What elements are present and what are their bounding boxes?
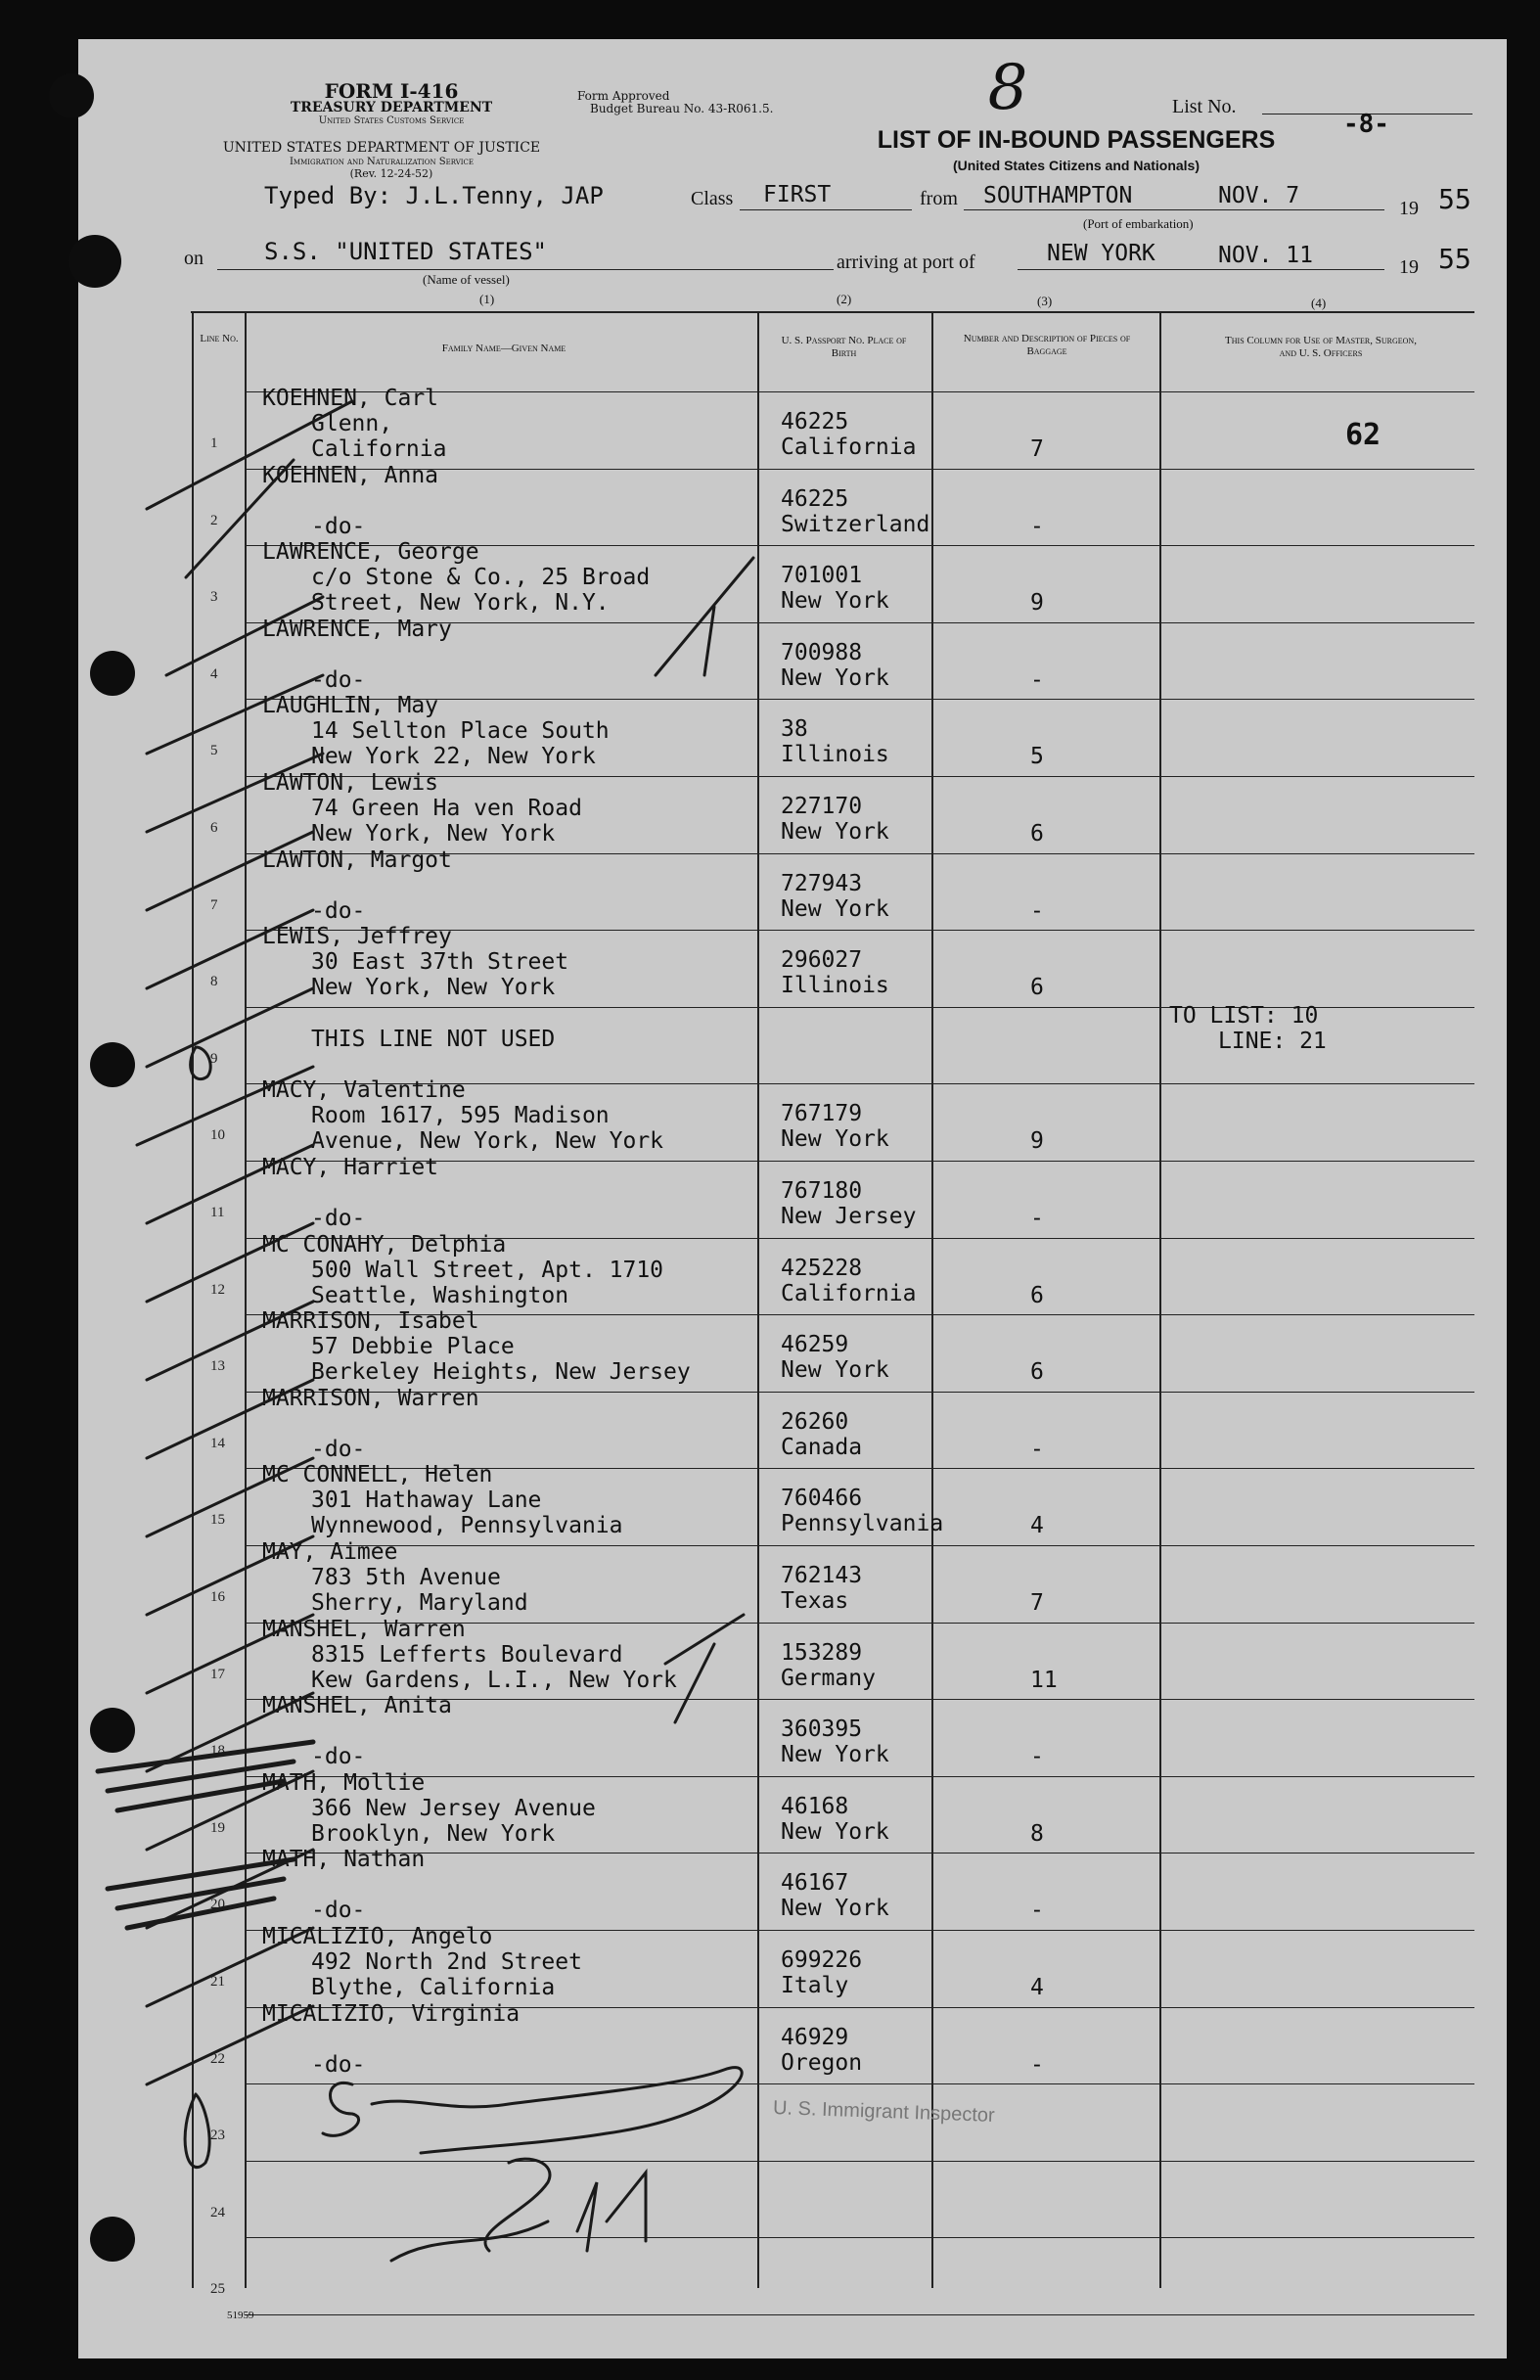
check-mark xyxy=(147,1223,313,1302)
passenger-address-2: Avenue, New York, New York xyxy=(311,1128,664,1155)
passport-number: 46225 xyxy=(781,485,849,512)
year-prefix-2: 19 xyxy=(1399,256,1419,278)
check-mark xyxy=(147,910,313,988)
customs-service: United States Customs Service xyxy=(318,115,465,126)
passport-number: 46929 xyxy=(781,2024,849,2050)
line-number: 17 xyxy=(210,1666,225,1682)
check-mark xyxy=(665,1615,744,1664)
list-no-label: List No. xyxy=(1172,96,1237,117)
passport-number: 38 xyxy=(781,716,808,743)
place-of-birth: Illinois xyxy=(781,973,889,999)
passenger-name: LAUGHLIN, May xyxy=(262,693,439,719)
port-of-arrival: NEW YORK xyxy=(1047,241,1155,266)
vessel-caption: (Name of vessel) xyxy=(423,272,510,287)
place-of-birth: Italy xyxy=(781,1973,849,1998)
passport-number: 26260 xyxy=(781,1408,849,1435)
passenger-name: KOEHNEN, Carl xyxy=(262,386,439,411)
passport-number: 227170 xyxy=(781,794,863,819)
place-of-birth: New York xyxy=(781,1896,889,1922)
embarkation-year: 55 xyxy=(1438,183,1472,215)
list-no-value: -8- xyxy=(1343,110,1389,139)
col-header-line-no: Line No. xyxy=(200,333,239,344)
embarkation-date: NOV. 7 xyxy=(1218,183,1300,208)
passport-number: 46225 xyxy=(781,409,849,435)
passenger-address-2: Brooklyn, New York xyxy=(311,1820,556,1847)
check-mark xyxy=(147,1380,313,1458)
baggage-count: - xyxy=(1030,1744,1044,1770)
form-subtitle: (United States Citizens and Nationals) xyxy=(952,158,1200,173)
inspector-stamp: U. S. Immigrant Inspector xyxy=(772,2097,996,2127)
port-embarkation-caption: (Port of embarkation) xyxy=(1083,216,1194,231)
scribble-mark xyxy=(108,1859,294,1928)
col-header-officers: This Column for Use of Master, Surgeon, and U. S. Officers xyxy=(1225,335,1417,360)
passenger-address-2: New York 22, New York xyxy=(311,744,596,770)
passenger-name: MAY, Aimee xyxy=(262,1539,398,1565)
arrival-date: NOV. 11 xyxy=(1218,243,1313,268)
check-mark xyxy=(147,401,352,509)
officer-line: LINE: 21 xyxy=(1218,1029,1327,1054)
line-number: 11 xyxy=(210,1205,225,1220)
form-title: LIST OF IN-BOUND PASSENGERS xyxy=(877,126,1276,154)
line-number: 21 xyxy=(210,1974,225,1990)
line-number: 8 xyxy=(210,974,218,990)
baggage-count: 7 xyxy=(1030,436,1044,462)
passport-number: 46259 xyxy=(781,1332,849,1358)
passenger-address-1: 74 Green Ha ven Road xyxy=(311,796,582,821)
baggage-count: - xyxy=(1030,1898,1044,1924)
year-prefix: 19 xyxy=(1399,198,1419,219)
passport-number: 699226 xyxy=(781,1947,863,1973)
circle-mark xyxy=(185,2094,209,2168)
passenger-address-2: Street, New York, N.Y. xyxy=(311,590,610,617)
line-number: 3 xyxy=(210,589,218,606)
passenger-address-2: -do- xyxy=(311,897,366,924)
handwritten-list-number: 8 xyxy=(987,52,1028,124)
class-label: Class xyxy=(691,188,734,209)
port-of-embarkation: SOUTHAMPTON xyxy=(983,183,1133,208)
passenger-name: MANSHEL, Warren xyxy=(262,1616,466,1642)
passport-number: 425228 xyxy=(781,1255,863,1281)
line-number: 10 xyxy=(210,1127,225,1144)
check-mark xyxy=(675,1644,714,1722)
passenger-name: KOEHNEN, Anna xyxy=(262,462,439,488)
passenger-name: MACY, Harriet xyxy=(262,1155,439,1180)
passenger-address-1: Room 1617, 595 Madison xyxy=(311,1103,610,1129)
line-number: 18 xyxy=(210,1743,225,1760)
form-number: FORM I-416 xyxy=(324,79,459,103)
place-of-birth: New York xyxy=(781,1742,889,1768)
passenger-name: MATH, Nathan xyxy=(262,1847,426,1873)
line-number: 24 xyxy=(210,2204,225,2220)
check-mark xyxy=(137,1067,313,1145)
baggage-count: 6 xyxy=(1030,1359,1044,1386)
line-number: 25 xyxy=(210,2281,225,2298)
passenger-address-2: California xyxy=(311,436,447,462)
baggage-count: - xyxy=(1030,1436,1044,1462)
passenger-address-2: Kew Gardens, L.I., New York xyxy=(311,1667,677,1693)
baggage-count: 9 xyxy=(1030,590,1044,617)
class-value: FIRST xyxy=(763,182,832,207)
line-number: 13 xyxy=(210,1358,225,1375)
passport-number: 767180 xyxy=(781,1178,863,1204)
line-number: 1 xyxy=(210,435,218,451)
passport-number: 701001 xyxy=(781,563,863,589)
baggage-count: 7 xyxy=(1030,1590,1044,1616)
check-mark xyxy=(166,597,323,675)
passenger-address-2: New York, New York xyxy=(311,821,556,847)
line-number: 20 xyxy=(210,1897,225,1913)
passenger-name: MATH, Mollie xyxy=(262,1769,426,1796)
passenger-address-2: Wynnewood, Pennsylvania xyxy=(311,1513,623,1539)
passenger-name: MARRISON, Isabel xyxy=(262,1308,479,1335)
check-mark xyxy=(147,988,313,1067)
baggage-count: - xyxy=(1030,1206,1044,1231)
passenger-name: MACY, Valentine xyxy=(262,1077,466,1104)
place-of-birth: New York xyxy=(781,588,889,615)
baggage-count: 6 xyxy=(1030,821,1044,847)
passenger-address-2: -do- xyxy=(311,513,366,539)
passenger-address-1: 500 Wall Street, Apt. 1710 xyxy=(311,1257,664,1283)
line-number: 5 xyxy=(210,743,218,759)
line-number: 12 xyxy=(210,1281,225,1298)
line-number: 9 xyxy=(210,1050,218,1067)
baggage-count: 8 xyxy=(1030,1820,1044,1847)
col-header-name: Family Name—Given Name xyxy=(441,343,566,354)
arriving-label: arriving at port of xyxy=(837,252,975,273)
line-number: 6 xyxy=(210,820,218,836)
typed-by: Typed By: J.L.Tenny, JAP xyxy=(264,182,604,209)
passenger-address-2: New York, New York xyxy=(311,975,556,1001)
check-mark xyxy=(147,1302,313,1380)
place-of-birth: Illinois xyxy=(781,742,889,768)
line-number: 23 xyxy=(210,2128,225,2144)
justice-department: UNITED STATES DEPARTMENT OF JUSTICE xyxy=(222,140,541,156)
passport-number: 767179 xyxy=(781,1101,863,1127)
place-of-birth: New York xyxy=(781,1126,889,1153)
passenger-address-1: Glenn, xyxy=(311,411,393,436)
place-of-birth: New York xyxy=(781,1357,889,1384)
passenger-address-2: -do- xyxy=(311,666,366,693)
place-of-birth: California xyxy=(781,1280,917,1306)
passenger-address-1: 8315 Lefferts Boulevard xyxy=(311,1641,623,1668)
check-mark xyxy=(147,675,323,754)
place-of-birth: Canada xyxy=(781,1434,863,1460)
place-of-birth: California xyxy=(781,435,917,460)
passenger-address-2: -do- xyxy=(311,2051,366,2078)
on-label: on xyxy=(184,248,204,269)
passenger-address-1: 14 Sellton Place South xyxy=(311,718,610,745)
place-of-birth: Texas xyxy=(781,1588,849,1614)
check-mark xyxy=(147,754,323,832)
passenger-address-2: Seattle, Washington xyxy=(311,1282,569,1308)
baggage-count: 5 xyxy=(1030,744,1044,770)
place-of-birth: New York xyxy=(781,1818,889,1845)
passport-number: 762143 xyxy=(781,1563,863,1588)
inspector-signature xyxy=(323,2068,742,2153)
passenger-name: MC CONNELL, Helen xyxy=(262,1462,493,1488)
passenger-address-2: Blythe, California xyxy=(311,1975,556,2000)
passenger-name: MC CONAHY, Delphia xyxy=(262,1231,507,1258)
line-number: 2 xyxy=(210,512,218,528)
from-label: from xyxy=(920,188,958,209)
passenger-address-2: Berkeley Heights, New Jersey xyxy=(311,1359,691,1386)
passenger-address-1: 366 New Jersey Avenue xyxy=(311,1795,596,1821)
col-number-1: (1) xyxy=(479,292,495,306)
line-number: 19 xyxy=(210,1819,225,1836)
passport-number: 153289 xyxy=(781,1639,863,1666)
passenger-address-1: 492 North 2nd Street xyxy=(311,1949,582,1975)
place-of-birth: Pennsylvania xyxy=(781,1511,944,1537)
baggage-count: 4 xyxy=(1030,1975,1044,2000)
passenger-address-1: 301 Hathaway Lane xyxy=(311,1488,542,1514)
form-footer-number: 51959 xyxy=(227,2310,254,2321)
passenger-address-2: -do- xyxy=(311,1744,366,1770)
passenger-name: LAWTON, Margot xyxy=(262,847,452,873)
arrival-year: 55 xyxy=(1438,243,1472,275)
passenger-address-2: -do- xyxy=(311,1898,366,1924)
baggage-count: 4 xyxy=(1030,1513,1044,1539)
form-approved: Form Approved xyxy=(577,89,670,103)
place-of-birth: New York xyxy=(781,664,889,691)
budget-bureau: Budget Bureau No. 43-R061.5. xyxy=(590,102,774,115)
passenger-address-1: 30 East 37th Street xyxy=(311,949,569,976)
passport-number: 360395 xyxy=(781,1716,863,1743)
line-number: 14 xyxy=(210,1435,225,1451)
baggage-count: 11 xyxy=(1030,1667,1058,1693)
line-number: 22 xyxy=(210,2050,225,2067)
line-number: 7 xyxy=(210,896,218,913)
check-mark xyxy=(147,1145,313,1223)
scribble-mark xyxy=(98,1742,313,1810)
line-number: 16 xyxy=(210,1589,225,1605)
baggage-count: - xyxy=(1030,666,1044,693)
check-mark xyxy=(147,1615,313,1693)
baggage-count: 6 xyxy=(1030,975,1044,1001)
check-mark xyxy=(147,832,313,910)
place-of-birth: Germany xyxy=(781,1665,876,1691)
circle-mark xyxy=(191,1047,211,1079)
place-of-birth: New Jersey xyxy=(781,1204,917,1229)
check-mark xyxy=(147,1458,313,1536)
place-of-birth: New York xyxy=(781,895,889,922)
ins-service: Immigration and Naturalization Service xyxy=(289,157,475,167)
passenger-address-2: -do- xyxy=(311,1206,366,1231)
baggage-count: 6 xyxy=(1030,1282,1044,1308)
passenger-address-1: c/o Stone & Co., 25 Broad xyxy=(311,565,651,591)
officer-count: 62 xyxy=(1345,418,1381,452)
passenger-name: MANSHEL, Anita xyxy=(262,1693,452,1719)
passport-number: 760466 xyxy=(781,1486,863,1512)
passenger-name: LEWIS, Jeffrey xyxy=(262,924,452,950)
passenger-address-1: THIS LINE NOT USED xyxy=(311,1026,556,1052)
form-revision: (Rev. 12-24-52) xyxy=(349,167,433,180)
vessel-name: S.S. "UNITED STATES" xyxy=(264,238,547,265)
passenger-address-2: -do- xyxy=(311,1436,366,1462)
baggage-count: 9 xyxy=(1030,1128,1044,1155)
passport-number: 296027 xyxy=(781,947,863,974)
passport-number: 46167 xyxy=(781,1870,849,1897)
col-header-passport: U. S. Passport No. Place of Birth xyxy=(781,335,907,360)
treasury-department: TREASURY DEPARTMENT xyxy=(290,100,493,115)
col-header-baggage: Number and Description of Pieces of Baggage xyxy=(963,333,1131,358)
col-number-3: (3) xyxy=(1037,294,1053,308)
officer-to-list: TO LIST: 10 xyxy=(1169,1003,1319,1029)
col-number-4: (4) xyxy=(1311,296,1327,310)
baggage-count: - xyxy=(1030,513,1044,539)
baggage-count: - xyxy=(1030,897,1044,924)
passenger-address-2: Sherry, Maryland xyxy=(311,1590,528,1616)
passport-number: 46168 xyxy=(781,1793,849,1819)
place-of-birth: Switzerland xyxy=(781,511,930,537)
passport-number: 700988 xyxy=(781,639,863,665)
col-number-2: (2) xyxy=(837,292,852,306)
check-mark xyxy=(147,1928,313,2006)
place-of-birth: Oregon xyxy=(781,2049,863,2076)
passenger-address-1: 783 5th Avenue xyxy=(311,1565,501,1590)
inspector-initials xyxy=(391,2159,646,2261)
baggage-count: - xyxy=(1030,2051,1044,2078)
passenger-name: MICALIZIO, Angelo xyxy=(262,1924,493,1949)
check-mark xyxy=(186,460,294,577)
check-mark xyxy=(147,2006,313,2084)
line-number: 15 xyxy=(210,1512,225,1529)
passenger-name: MARRISON, Warren xyxy=(262,1385,479,1411)
check-mark xyxy=(656,558,753,675)
passenger-name: LAWTON, Lewis xyxy=(262,770,439,796)
passenger-address-1: 57 Debbie Place xyxy=(311,1334,515,1360)
place-of-birth: New York xyxy=(781,819,889,845)
passenger-name: LAWRENCE, Mary xyxy=(262,616,452,642)
passenger-name: LAWRENCE, George xyxy=(262,539,479,566)
line-number: 4 xyxy=(210,665,218,682)
check-mark xyxy=(147,1536,313,1615)
passport-number: 727943 xyxy=(781,870,863,896)
passenger-name: MICALIZIO, Virginia xyxy=(262,2000,521,2027)
